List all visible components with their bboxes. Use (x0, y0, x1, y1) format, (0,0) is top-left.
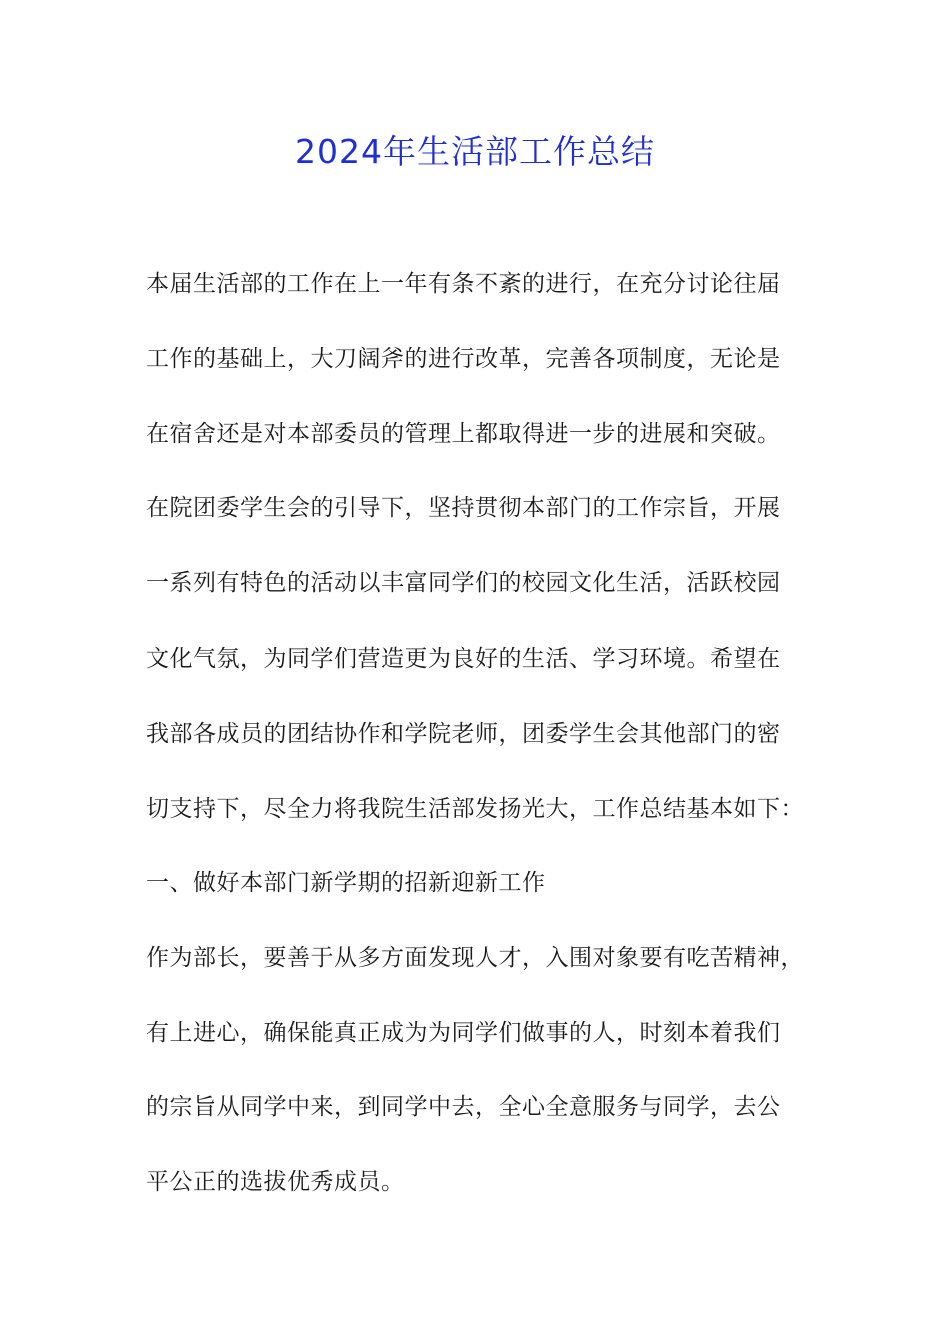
paragraph-line: 我部各成员的团结协作和学院老师，团委学生会其他部门的密 (146, 721, 781, 747)
paragraph-line: 工作的基础上，大刀阔斧的进行改革，完善各项制度，无论是 (146, 346, 781, 372)
paragraph-line: 在宿舍还是对本部委员的管理上都取得进一步的进展和突破。 (146, 421, 781, 447)
section-heading: 一、做好本部门新学期的招新迎新工作 (146, 870, 546, 896)
paragraph-line: 作为部长，要善于从多方面发现人才，入围对象要有吃苦精神， (146, 945, 804, 971)
paragraph-line: 在院团委学生会的引导下，坚持贯彻本部门的工作宗旨，开展 (146, 495, 781, 521)
paragraph-line: 切支持下，尽全力将我院生活部发扬光大，工作总结基本如下： (146, 796, 804, 822)
paragraph-line: 一系列有特色的活动以丰富同学们的校园文化生活，活跃校园 (146, 570, 781, 596)
paragraph-line: 平公正的选拔优秀成员。 (146, 1169, 405, 1195)
paragraph-line: 本届生活部的工作在上一年有条不紊的进行，在充分讨论往届 (146, 271, 781, 297)
document-title: 2024年生活部工作总结 (295, 132, 655, 171)
paragraph-line: 文化气氛，为同学们营造更为良好的生活、学习环境。希望在 (146, 646, 781, 672)
paragraph-line: 有上进心，确保能真正成为为同学们做事的人，时刻本着我们 (146, 1020, 781, 1046)
paragraph-line: 的宗旨从同学中来，到同学中去，全心全意服务与同学，去公 (146, 1094, 781, 1120)
